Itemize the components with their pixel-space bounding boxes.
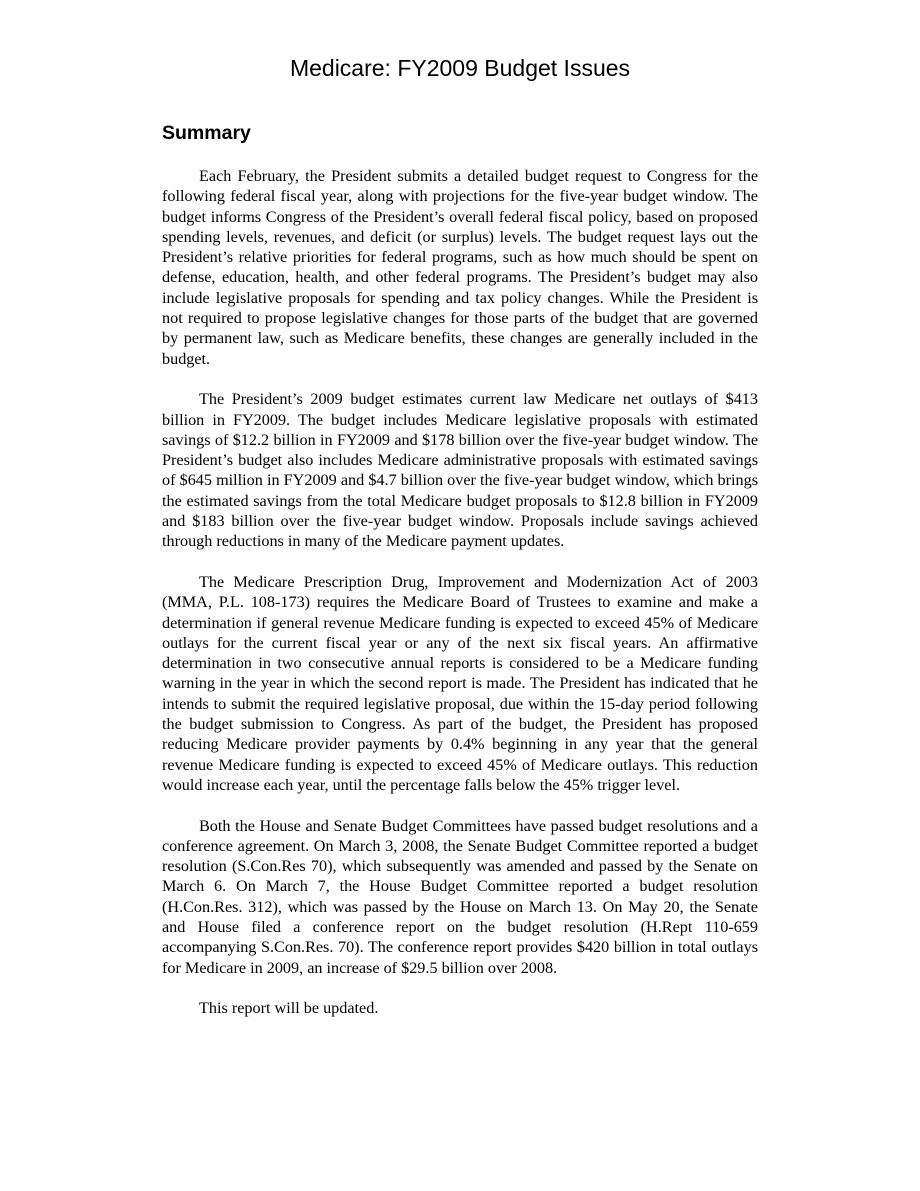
paragraph-update-note: This report will be updated.: [199, 999, 379, 1018]
paragraph-budget-estimates: The President’s 2009 budget estimates current law Medicare net outlays of $413 billion in FY2009. The budget includes Medicare legislative proposals with estimated savings of $12.2 billion in FY2009 and $178 billion over the five-year budget window. The President’s budget also includes Medicare administrative proposals with estimated savings of $645 million in FY2009 and $4.7 billion over the five-year budget window, which brings the estimated savings from the total Medicare budget proposals to $12.8 billion in FY2009 and $183 billion over the five-year budget window. Proposals include savings achieved through reductions in many of the Medicare payment updates.: [162, 390, 758, 551]
paragraph-budget-request: Each February, the President submits a detailed budget request to Congress for the following federal fiscal year, along with projections for the five-year budget window. The budget informs Congress of the President’s overall federal fiscal policy, based on proposed spending levels, revenues, and deficit (or surplus) levels. The budget request lays out the President’s relative priorities for federal programs, such as how much should be spent on defense, education, health, and other federal programs. The President’s budget may also include legislative proposals for spending and tax policy changes. While the President is not required to propose legislative changes for those parts of the budget that are governed by permanent law, such as Medicare benefits, these changes are generally included in the budget.: [162, 167, 758, 368]
paragraph-mma-funding-warning: The Medicare Prescription Drug, Improvement and Modernization Act of 2003 (MMA, P.L. 108-173) requires the Medicare Board of Trustees to examine and make a determination if general revenue Medicare funding is expected to exceed 45% of Medicare outlays for the current fiscal year or any of the next six fiscal years. An affirmative determination in two consecutive annual reports is considered to be a Medicare funding warning in the year in which the second report is made. The President has indicated that he intends to submit the required legislative proposal, due within the 15-day period following the budget submission to Congress. As part of the budget, the President has proposed reducing Medicare provider payments by 0.4% beginning in any year that the general revenue Medicare funding is expected to exceed 45% of Medicare outlays. This reduction would increase each year, until the percentage falls below the 45% trigger level.: [162, 572, 758, 794]
document-title: Medicare: FY2009 Budget Issues: [289, 55, 631, 81]
paragraph-budget-resolutions: Both the House and Senate Budget Committees have passed budget resolutions and a conference agreement. On March 3, 2008, the Senate Budget Committee reported a budget resolution (S.Con.Res 70), which subsequently was amended and passed by the Senate on March 6. On March 7, the House Budget Committee reported a budget resolution (H.Con.Res. 312), which was passed by the House on March 13. On May 20, the Senate and House filed a conference report on the budget resolution (H.Rept 110-659 accompanying S.Con.Res. 70). The conference report provides $420 billion in total outlays for Medicare in 2009, an increase of $29.5 billion over 2008.: [162, 816, 758, 977]
section-heading-summary: Summary: [162, 122, 251, 144]
summary-body: [162, 166, 758, 1039]
